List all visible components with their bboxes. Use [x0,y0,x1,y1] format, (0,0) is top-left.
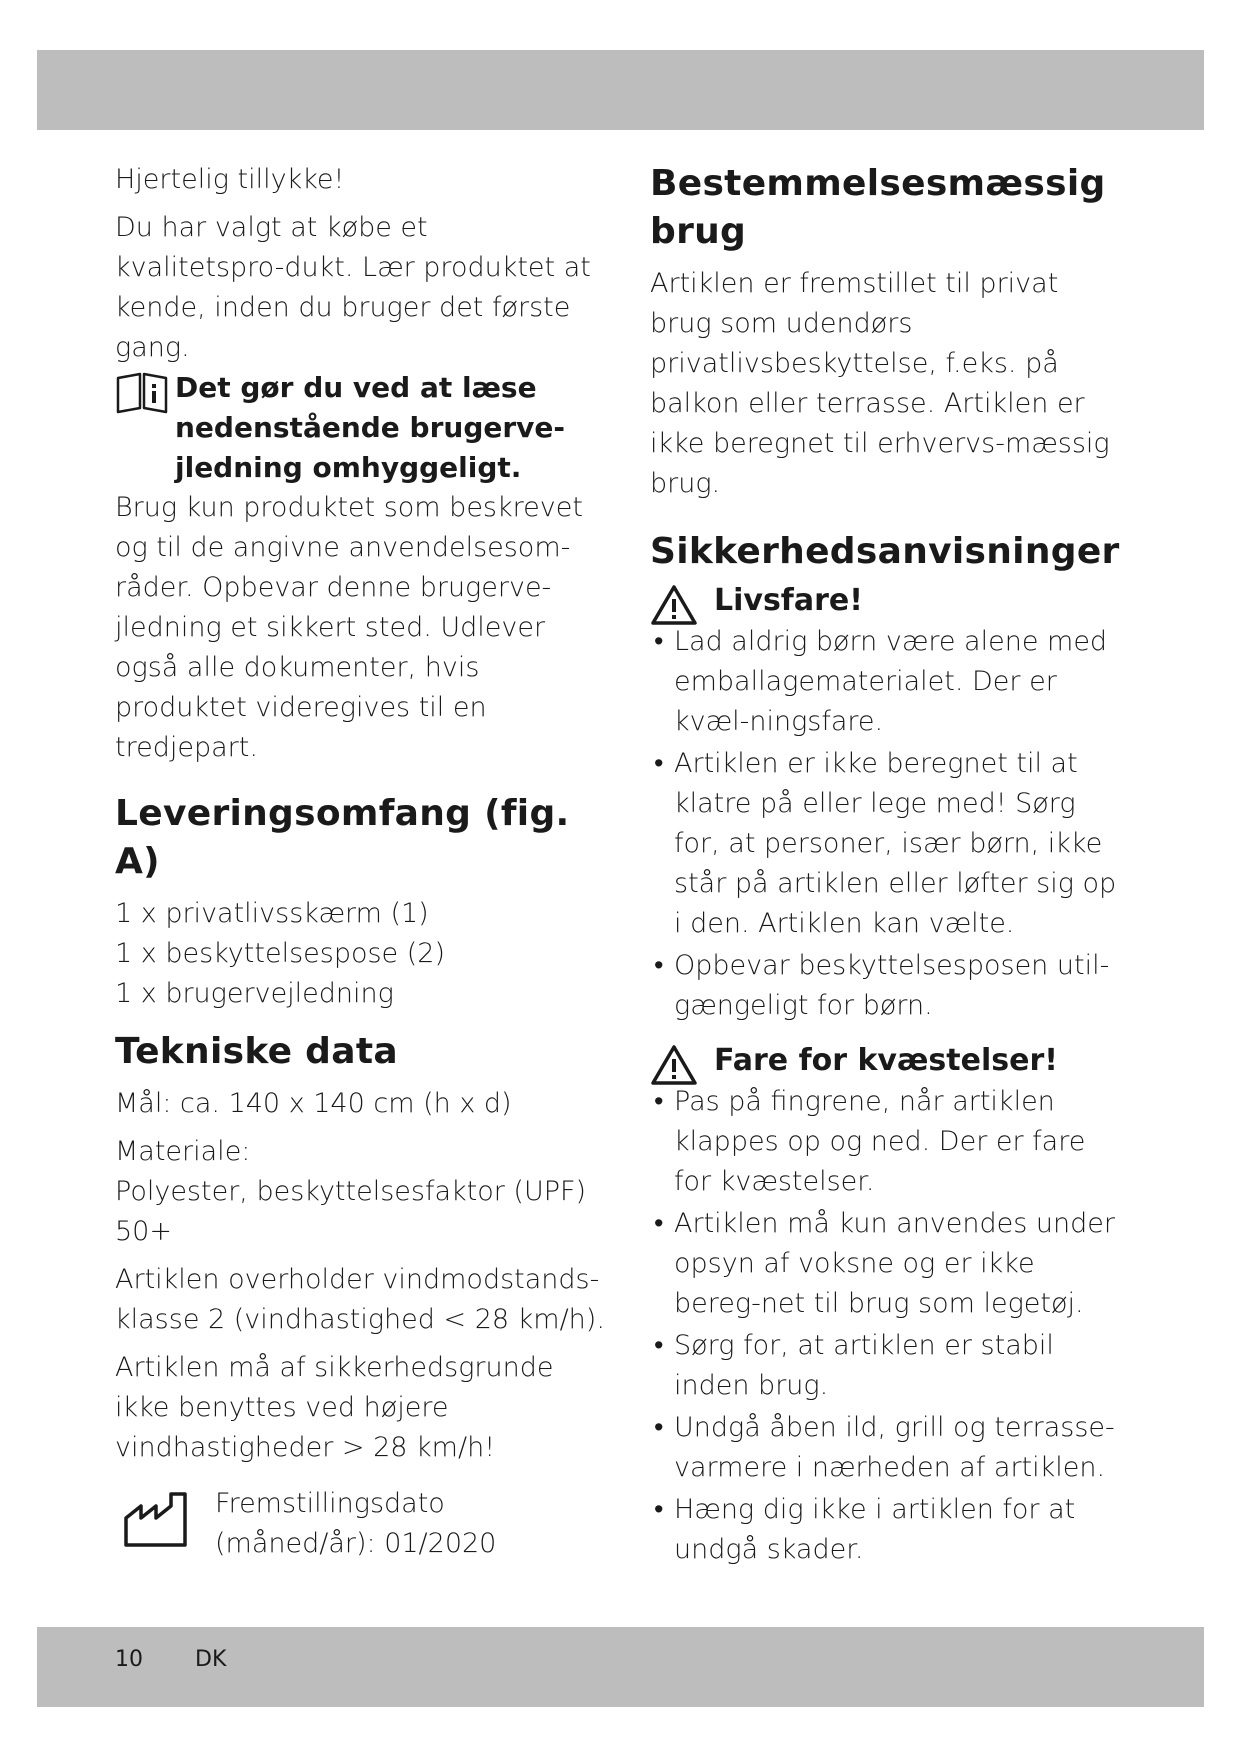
delivery-item: 1 x brugervejledning [115,978,394,1009]
greeting: Hjertelig tillykke! [115,164,345,195]
warning-icon [650,584,698,626]
usage-text: Brug kun produktet som beskrevet og til de angivne anvendelsesom-råder. Opbevar denne brugerve-jledning et sikkert sted. Udlever også alle dokumenter, hvis produktet videregives til en tredjepart. [115,492,583,763]
left-column [115,160,605,1564]
tech-size: Mål: ca. 140 x 140 cm (h x d) [115,1088,512,1119]
tech-wind-class: Artiklen overholder vindmodstands-klasse 2 (vindhastighed < 28 km/h). [115,1264,605,1335]
tech-data-heading: Tekniske data [115,1031,398,1072]
intended-use-heading: Bestemmelsesmæssig brug [650,163,1106,252]
delivery-item: 1 x privatlivsskærm (1) [115,898,429,929]
manufacture-date [115,1484,605,1564]
tech-material: Polyester, beskyttelsesfaktor (UPF) 50+ [115,1176,587,1247]
manufacture-date-value: (måned/år): 01/2020 [215,1528,497,1559]
right-column [650,160,1125,1572]
list-item: • Pas på fingrene, når artiklen klappes op og ned. Der er fare for kvæstelser. [650,1082,1125,1202]
safety-heading: Sikkerhedsanvisninger [650,531,1120,572]
danger-to-life-warning [650,580,1125,622]
intro-text: Du har valgt at købe et kvalitetspro-dukt. Lær produktet at kende, inden du bruger det første gang. [115,212,591,363]
read-manual-notice [115,368,605,488]
header-bar [37,50,1204,130]
tech-material-label: Materiale: [115,1136,251,1167]
factory-icon [123,1492,191,1548]
notice-text: Det gør du ved at læse nedenstående brugerve-jledning omhyggeligt. [175,371,566,484]
list-item: • Artiklen må kun anvendes under opsyn af voksne og er ikke bereg-net til brug som legetøj. [650,1204,1125,1324]
list-item: • Artiklen er ikke beregnet til at klatre på eller lege med! Sørg for, at personer, især børn, ikke står på artiklen eller løfter sig op i den. Artiklen kan vælte. [650,744,1125,944]
list-item: • Hæng dig ikke i artiklen for at undgå skader. [650,1490,1125,1570]
injury-warning [650,1040,1125,1082]
tech-safety-note: Artiklen må af sikkerhedsgrunde ikke benyttes ved højere vindhastigheder > 28 km/h! [115,1352,554,1463]
danger-list [650,622,1125,1026]
warning-title: Fare for kvæstelser! [714,1043,1058,1078]
intended-use-text: Artiklen er fremstillet til privat brug som udendørs privatlivsbeskyttelse, f.eks. på balkon eller terrasse. Artiklen er ikke beregnet til erhvervs-mæssig brug. [650,268,1110,499]
delivery-item: 1 x beskyttelsespose (2) [115,938,445,969]
language-code: DK [195,1647,227,1672]
injury-list [650,1082,1125,1570]
warning-icon [650,1044,698,1086]
manual-info-icon [115,370,169,414]
delivery-heading: Leveringsomfang (fig. A) [115,793,570,882]
warning-title: Livsfare! [714,583,863,618]
page-number: 10 [115,1647,143,1672]
list-item: • Lad aldrig børn være alene med emballagematerialet. Der er kvæl-ningsfare. [650,622,1125,742]
manufacture-date-label: Fremstillingsdato [215,1488,445,1519]
list-item: • Sørg for, at artiklen er stabil inden brug. [650,1326,1125,1406]
list-item: • Undgå åben ild, grill og terrasse-varmere i nærheden af artiklen. [650,1408,1125,1488]
list-item: • Opbevar beskyttelsesposen util-gængeligt for børn. [650,946,1125,1026]
